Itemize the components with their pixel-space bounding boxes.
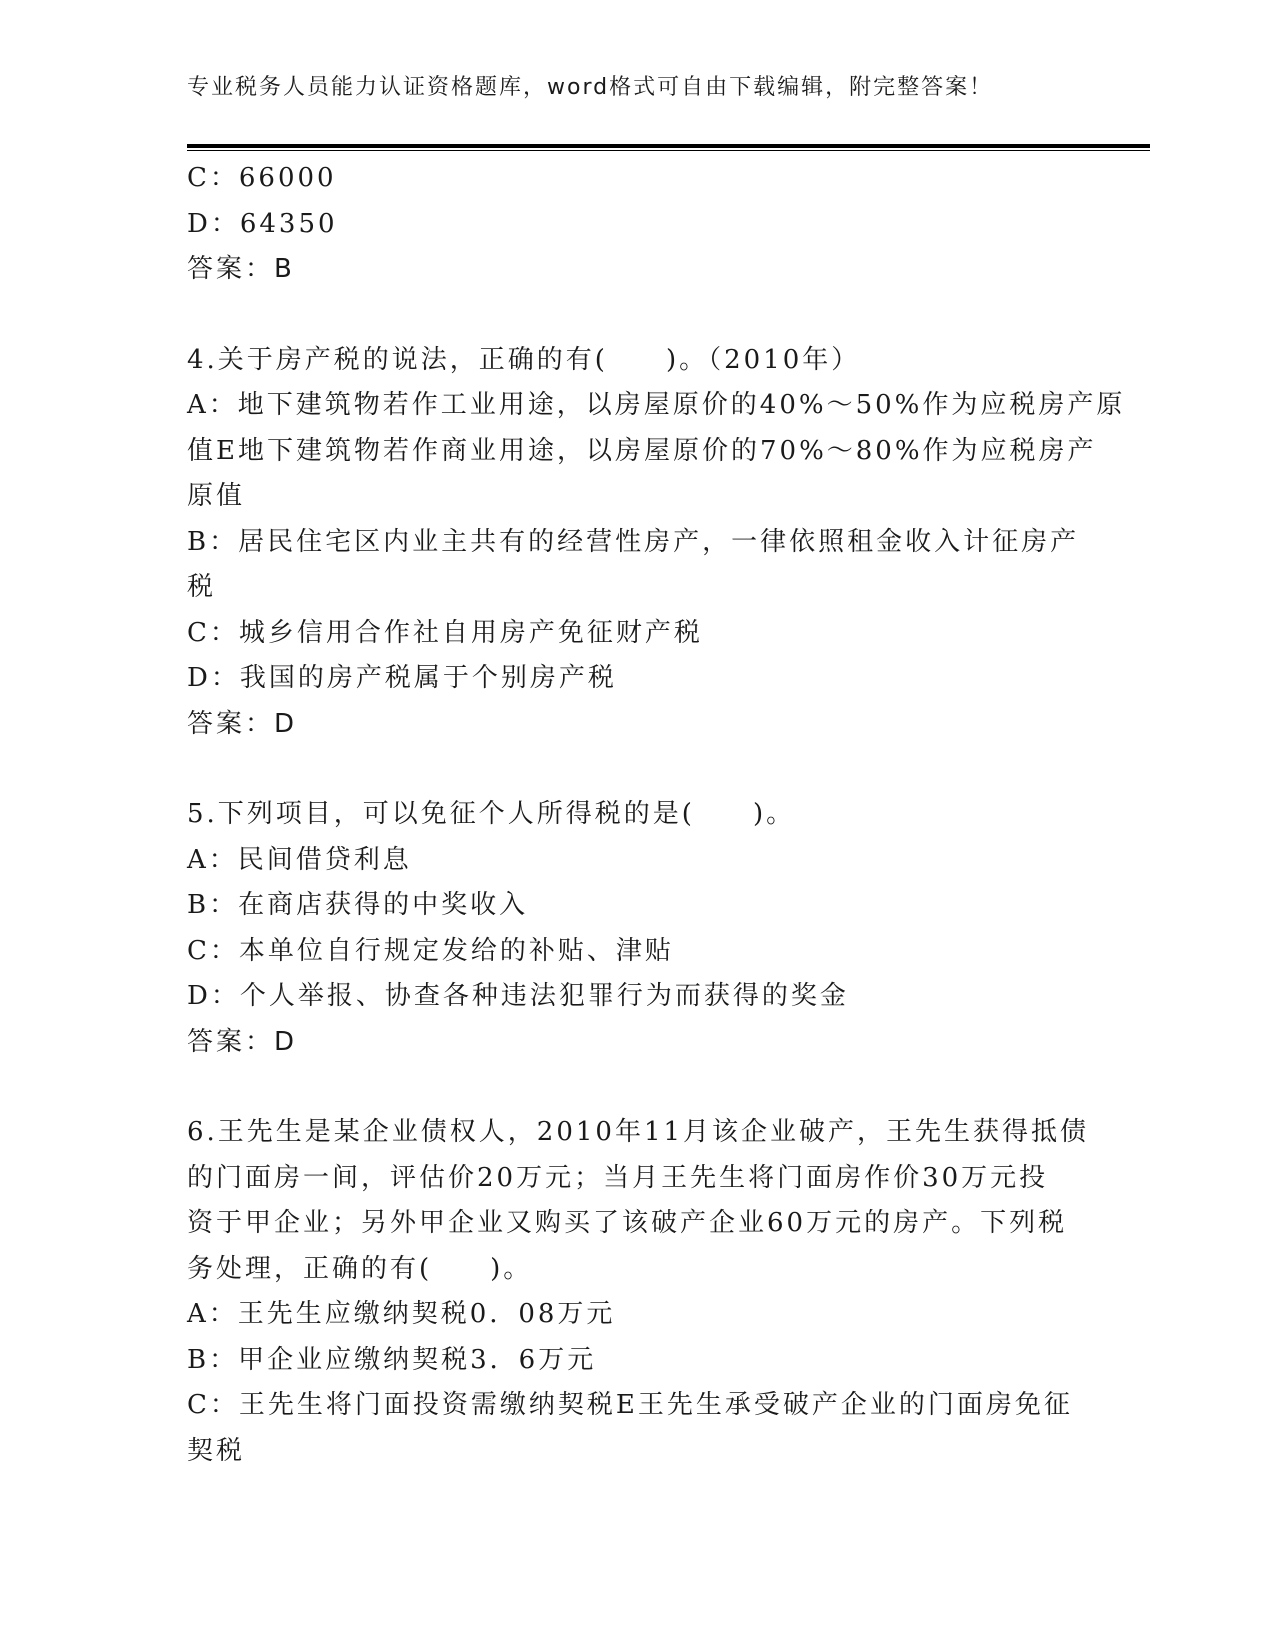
option-a: A：民间借贷利息	[187, 844, 412, 875]
header-divider-thick	[187, 144, 1150, 148]
option-a: A：王先生应缴纳契税0．08万元	[187, 1299, 616, 1329]
option-c: C：城乡信用合作社自用房产免征财产税	[187, 617, 703, 648]
question-4-block	[187, 338, 1126, 748]
question-stem-line-2: 的门面房一间，评估价20万元；当月王先生将门面房作价30万元投	[187, 1162, 1049, 1193]
option-b-line-2: 税	[187, 572, 217, 602]
question-5-block	[187, 792, 1087, 1065]
spacer	[187, 293, 1087, 338]
option-c-line-1: C：王先生将门面投资需缴纳契税E王先生承受破产企业的门面房免征	[187, 1390, 1073, 1420]
option-b: B：在商店获得的中奖收入	[187, 890, 529, 920]
option-c-line-2: 契税	[187, 1435, 246, 1466]
answer-line: 答案：B	[187, 254, 295, 284]
question-stem-line-3: 资于甲企业；另外甲企业又购买了该破产企业60万元的房产。下列税	[187, 1208, 1068, 1238]
spacer	[187, 1065, 1087, 1110]
question-stem: 5.下列项目，可以免征个人所得税的是( )。	[187, 799, 796, 829]
option-a-line-2: 值E地下建筑物若作商业用途，以房屋原价的70%～80%作为应税房产	[187, 435, 1097, 466]
question-stem-line-1: 6.王先生是某企业债权人，2010年11月该企业破产，王先生获得抵债	[187, 1117, 1090, 1147]
option-d: D：个人举报、协查各种违法犯罪行为而获得的奖金	[187, 981, 849, 1011]
option-c: C：66000	[187, 163, 337, 193]
header-divider-thin	[187, 150, 1150, 151]
question-stem-line-4: 务处理，正确的有( )。	[187, 1253, 533, 1284]
option-d: D：我国的房产税属于个别房产税	[187, 663, 617, 693]
option-b-line-1: B：居民住宅区内业主共有的经营性房产，一律依照租金收入计征房产	[187, 526, 1080, 557]
question-6-block	[187, 1110, 1090, 1474]
option-d: D：64350	[187, 208, 338, 239]
spacer	[187, 747, 1087, 792]
page-header: 专业税务人员能力认证资格题库，word格式可自由下载编辑，附完整答案！	[187, 75, 994, 100]
question-stem: 4.关于房产税的说法，正确的有( )。（2010年）	[187, 344, 861, 375]
option-b: B：甲企业应缴纳契税3．6万元	[187, 1344, 597, 1375]
answer-line: 答案：D	[187, 708, 298, 739]
option-c: C：本单位自行规定发给的补贴、津贴	[187, 935, 674, 966]
option-a-line-1: A：地下建筑物若作工业用途，以房屋原价的40%～50%作为应税房产原	[187, 390, 1126, 420]
question-3-block	[187, 156, 1087, 293]
option-a-line-3: 原值	[187, 481, 246, 511]
question-content	[187, 156, 1126, 1474]
answer-line: 答案：D	[187, 1026, 298, 1057]
